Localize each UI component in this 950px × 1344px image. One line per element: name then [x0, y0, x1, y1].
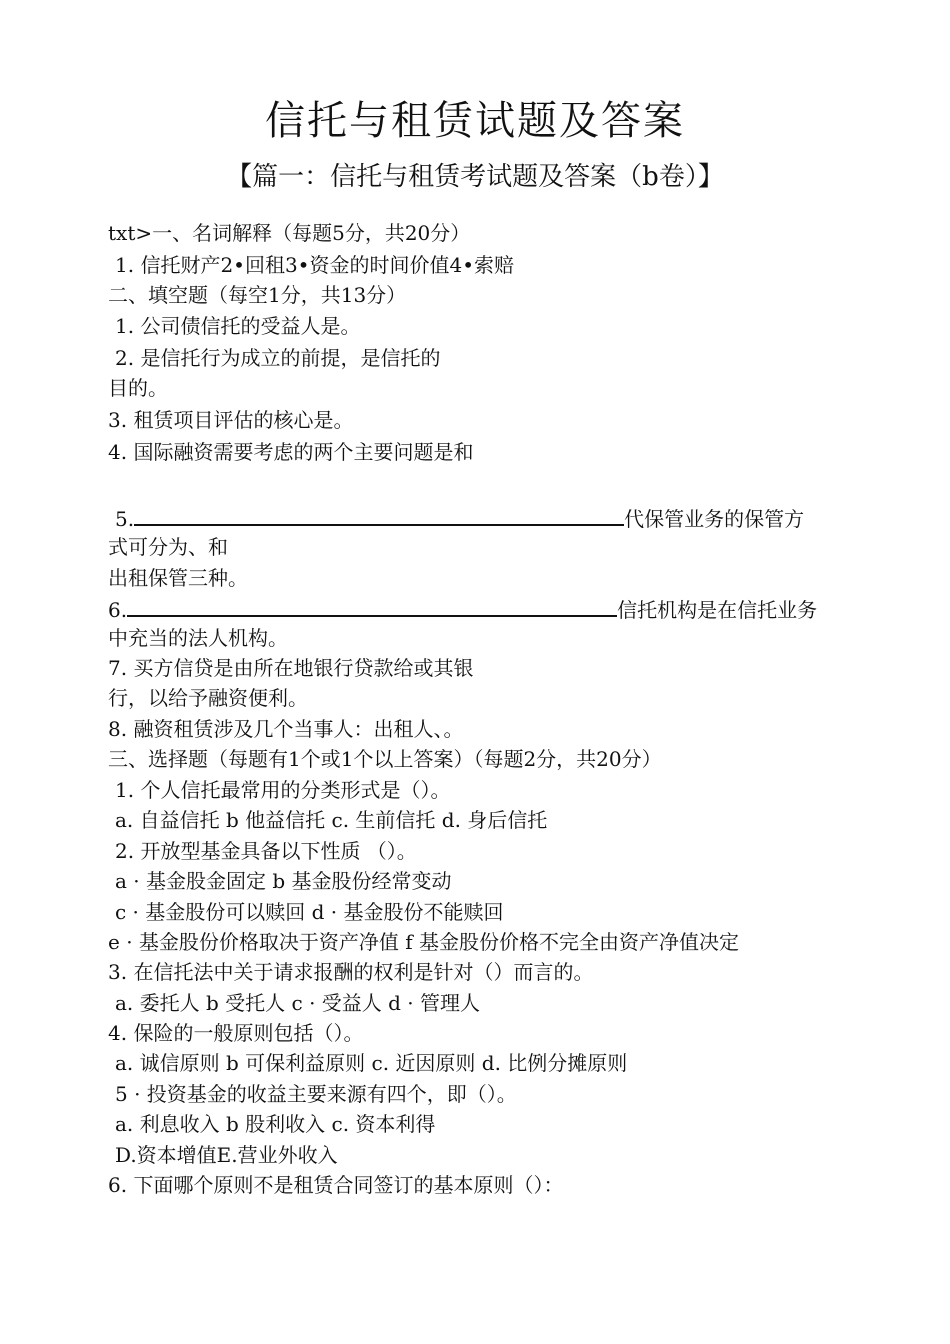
- question-line: 中充当的法人机构。: [108, 626, 288, 650]
- question-line-5: [115, 502, 804, 534]
- fill-blank-line: [134, 502, 624, 526]
- option-line: c · 基金股份可以赎回 d · 基金股份不能赎回: [115, 900, 504, 924]
- question-line: 式可分为、和: [108, 535, 228, 559]
- question-line: 1. 信托财产2•回租3•资金的时间价值4•索赔: [115, 253, 515, 277]
- question-text: 代保管业务的保管方: [624, 507, 805, 531]
- option-line: D.资本增值E.营业外收入: [115, 1143, 338, 1167]
- section-3-heading: 三、选择题（每题有1个或1个以上答案）（每题2分，共20分）: [108, 747, 662, 771]
- section-1-heading: txt>一、名词解释（每题5分，共20分）: [108, 221, 471, 245]
- question-line: 2. 开放型基金具备以下性质 （）。: [115, 839, 417, 863]
- option-line: e · 基金股份价格取决于资产净值 f 基金股份价格不完全由资产净值决定: [108, 930, 740, 954]
- option-line: a. 诚信原则 b 可保利益原则 c. 近因原则 d. 比例分摊原则: [115, 1051, 628, 1075]
- question-line: 8. 融资租赁涉及几个当事人：出租人、。: [108, 717, 464, 741]
- question-text: 信托机构是在信托业务: [617, 598, 818, 622]
- fill-blank-line: [127, 593, 617, 617]
- question-line: 5 · 投资基金的收益主要来源有四个，即（）。: [115, 1082, 517, 1106]
- question-line: 行，以给予融资便利。: [108, 686, 308, 710]
- question-number: 5.: [115, 507, 135, 531]
- question-number: 6.: [108, 598, 128, 622]
- question-line: 4. 保险的一般原则包括（）。: [108, 1021, 364, 1045]
- question-line: 7. 买方信贷是由所在地银行贷款给或其银: [108, 656, 474, 680]
- option-line: a. 自益信托 b 他益信托 c. 生前信托 d. 身后信托: [115, 808, 548, 832]
- document-title: 信托与租赁试题及答案: [265, 98, 685, 144]
- question-line: 4. 国际融资需要考虑的两个主要问题是和: [108, 440, 474, 464]
- question-line: 1. 个人信托最常用的分类形式是（）。: [115, 778, 451, 802]
- question-line: 1. 公司债信托的受益人是。: [115, 314, 361, 338]
- question-line: 2. 是信托行为成立的前提，是信托的: [115, 346, 441, 370]
- option-line: a · 基金股金固定 b 基金股份经常变动: [115, 869, 452, 893]
- question-line: 出租保管三种。: [108, 566, 248, 590]
- question-line: 3. 在信托法中关于请求报酬的权利是针对（）而言的。: [108, 960, 594, 984]
- question-line-6: [108, 593, 817, 625]
- option-line: a. 利息收入 b 股利收入 c. 资本利得: [115, 1112, 436, 1136]
- question-line: 6. 下面哪个原则不是租赁合同签订的基本原则（）：: [108, 1173, 564, 1197]
- question-line: 3. 租赁项目评估的核心是。: [108, 408, 354, 432]
- option-line: a. 委托人 b 受托人 c · 受益人 d · 管理人: [115, 991, 481, 1015]
- question-line: 目的。: [108, 376, 168, 400]
- document-subtitle: 【篇一：信托与租赁考试题及答案（b卷）】: [226, 162, 724, 192]
- section-2-heading: 二、填空题（每空1分，共13分）: [108, 283, 407, 307]
